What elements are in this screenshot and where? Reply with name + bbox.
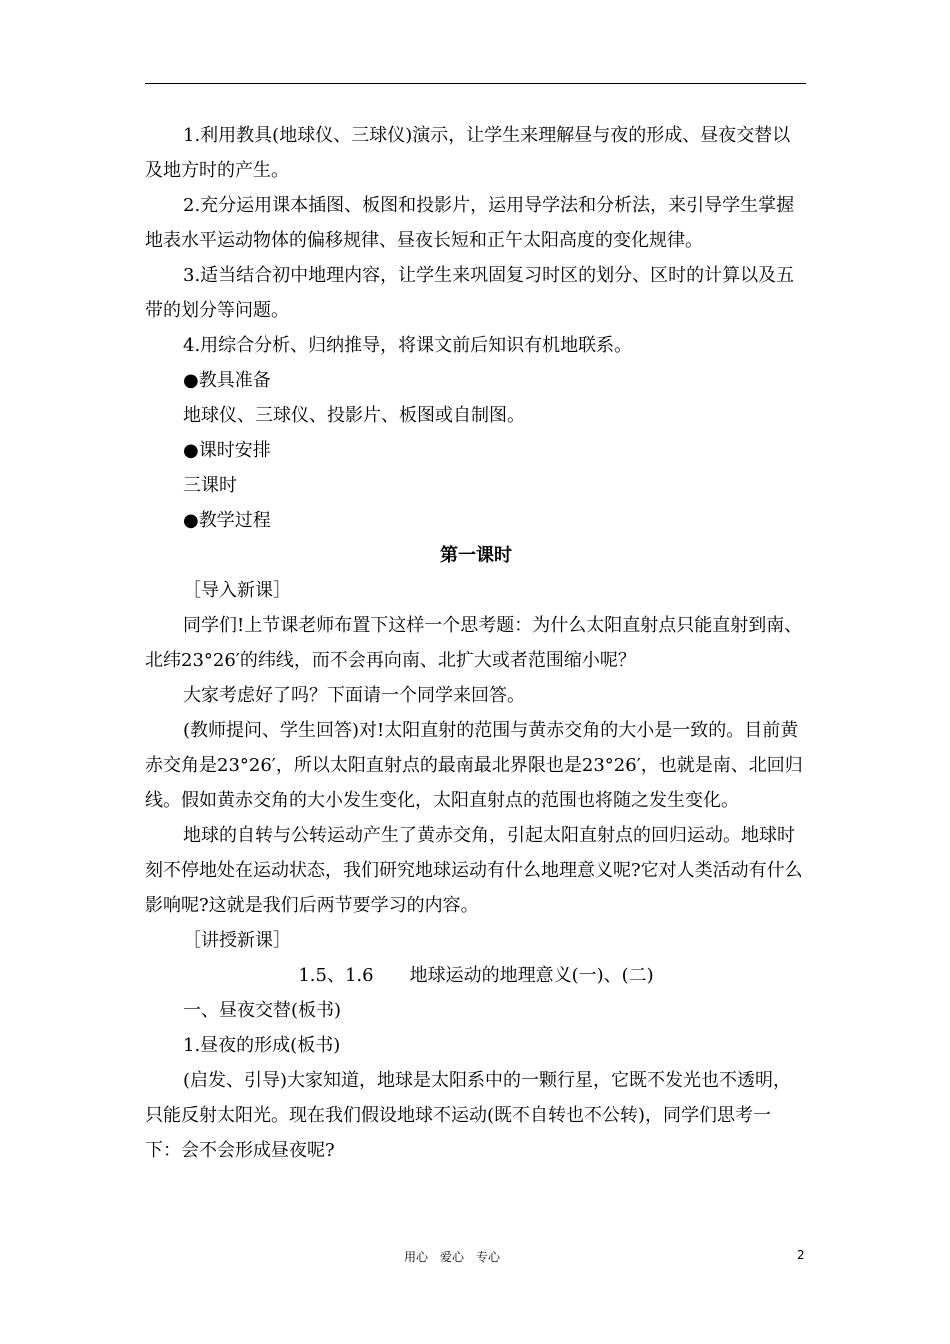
section-heading: ●教学过程 — [183, 510, 271, 531]
section-heading: ●教具准备 — [183, 370, 271, 391]
paragraph: 大家考虑好了吗？下面请一个同学来回答。 — [183, 685, 525, 706]
section-heading: ●课时安排 — [183, 440, 271, 461]
chapter-title: 1.5、1.6 地球运动的地理意义(一)、(二) — [298, 965, 654, 986]
document-body — [145, 118, 807, 1168]
paragraph: (启发、引导)大家知道，地球是太阳系中的一颗行星，它既不发光也不透明，只能反射太阳光。现在我们假设地球不运动(既不自转也不公转)，同学们思考一下：会不会形成昼夜呢? — [145, 1070, 792, 1161]
subsection-label: ［导入新课］ — [183, 580, 291, 601]
paragraph: 1.利用教具(地球仪、三球仪)演示，让学生来理解昼与夜的形成、昼夜交替以及地方时的产生。 — [145, 125, 791, 181]
paragraph: 三课时 — [183, 475, 237, 496]
paragraph: 2.充分运用课本插图、板图和投影片，运用导学法和分析法，来引导学生掌握地表水平运动物体的偏移规律、昼夜长短和正午太阳高度的变化规律。 — [145, 195, 795, 251]
paragraph: 地球仪、三球仪、投影片、板图或自制图。 — [183, 405, 525, 426]
paragraph: 3.适当结合初中地理内容，让学生来巩固复习时区的划分、区时的计算以及五带的划分等问题。 — [145, 265, 795, 321]
paragraph: 4.用综合分析、归纳推导，将课文前后知识有机地联系。 — [183, 335, 633, 356]
lesson-title: 第一课时 — [440, 545, 512, 566]
paragraph: 同学们!上节课老师布置下这样一个思考题：为什么太阳直射点只能直射到南、北纬23°26′的纬线，而不会再向南、北扩大或者范围缩小呢？ — [145, 615, 803, 671]
page-number: 2 — [797, 1248, 805, 1262]
paragraph: 一、昼夜交替(板书) — [183, 1000, 342, 1021]
paragraph: (教师提问、学生回答)对!太阳直射的范围与黄赤交角的大小是一致的。目前黄赤交角是23°26′，所以太阳直射点的最南最北界限也是23°26′，也就是南、北回归线。假如黄赤交角的大小发生变化，太阳直射点的范围也将随之发生变化。 — [145, 720, 803, 811]
paragraph: 地球的自转与公转运动产生了黄赤交角，引起太阳直射点的回归运动。地球时刻不停地处在运动状态，我们研究地球运动有什么地理意义呢?它对人类活动有什么影响呢?这就是我们后两节要学习的内容。 — [145, 825, 803, 916]
paragraph: 1.昼夜的形成(板书) — [183, 1035, 341, 1056]
footer-motto: 用心 爱心 专心 — [404, 1250, 501, 1264]
header-rule — [145, 83, 806, 84]
subsection-label: ［讲授新课］ — [183, 930, 291, 951]
